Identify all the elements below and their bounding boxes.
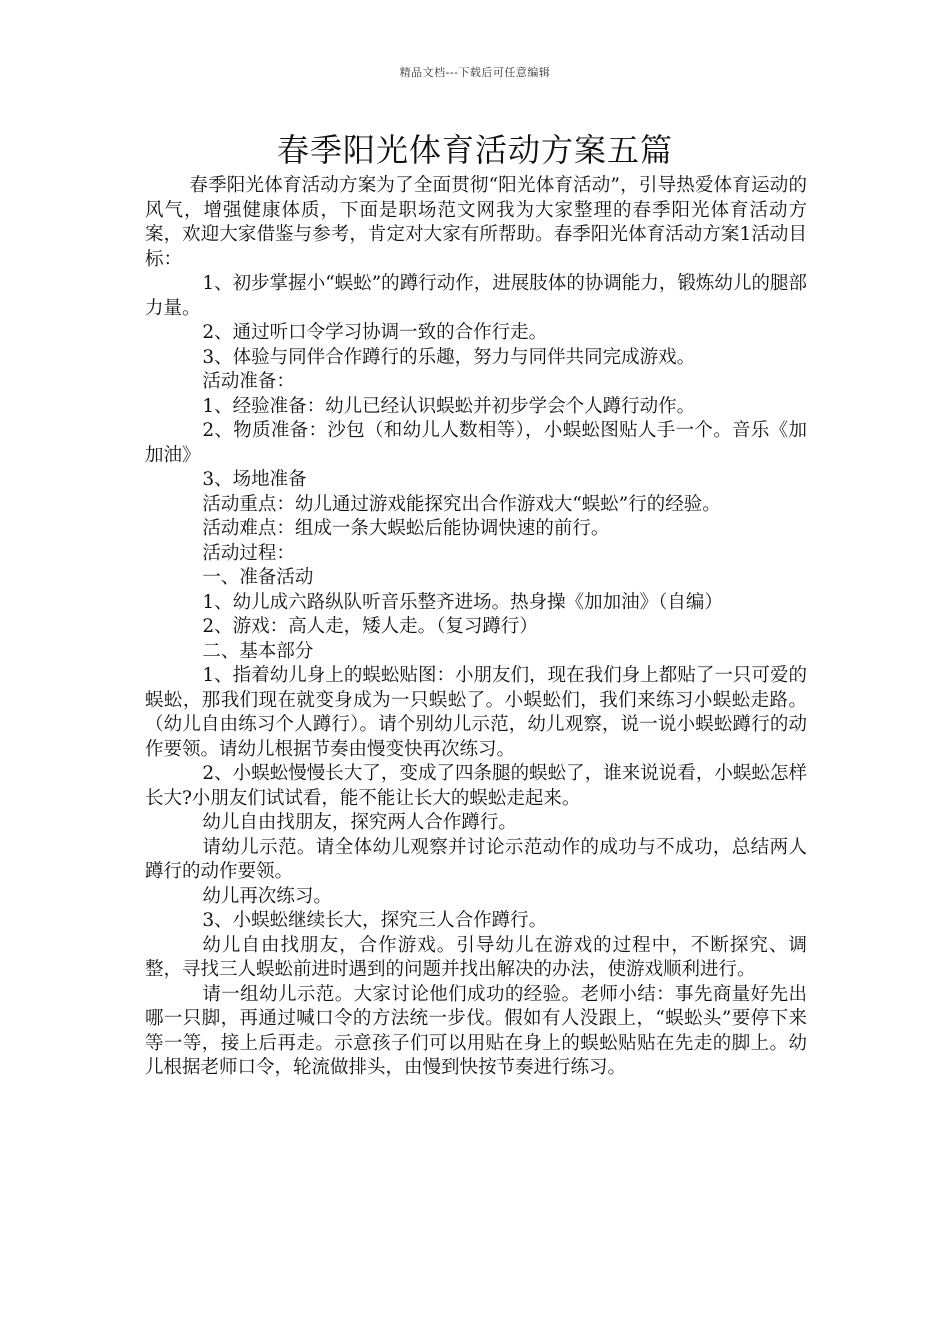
process-2-1: 1、指着幼儿身上的蜈蚣贴图：小朋友们，现在我们身上都贴了一只可爱的蜈蚣，那我们现在就变身成为一只蜈蚣了。小蜈蚣们，我们来练习小蜈蚣走路。（幼儿自由练习个人蹲行）。请个别幼儿示范，幼儿观察，说一说小蜈蚣蹲行的动作要领。请幼儿根据节奏由慢变快再次练习。: [145, 665, 807, 760]
process-2-3-b: 请一组幼儿示范。大家讨论他们成功的经验。老师小结：事先商量好先出哪一只脚，再通过喊口令的方法统一步伐。假如有人没跟上，“蜈蚣头”要停下来等一等，接上后再走。示意孩子们可以用贴在身上的蜈蚣贴贴在先走的脚上。幼儿根据老师口令，轮流做排头，由慢到快按节奏进行练习。: [145, 983, 807, 1078]
goal-2: 2、通过听口令学习协调一致的合作行走。: [202, 322, 548, 343]
difficulty: 活动难点：组成一条大蜈蚣后能协调快速的前行。: [202, 518, 610, 539]
process-2-2-c: 幼儿再次练习。: [202, 885, 332, 907]
goal-1: 1、初步掌握小“蜈蚣”的蹲行动作，进展肢体的协调能力，锻炼幼儿的腿部力量。: [145, 273, 807, 319]
goal-3: 3、体验与同伴合作蹲行的乐趣，努力与同伴共同完成游戏。: [202, 346, 696, 368]
section-heading-preparation: 活动准备：: [202, 371, 295, 392]
process-2-3-a: 幼儿自由找朋友，合作游戏。引导幼儿在游戏的过程中，不断探究、调整，寻找三人蜈蚣前进时遇到的问题并找出解决的办法，使游戏顺利进行。: [145, 934, 807, 980]
document-title: 春季阳光体育活动方案五篇: [276, 131, 673, 169]
document-body: [145, 174, 807, 1081]
process-2-2-b: 请幼儿示范。请全体幼儿观察并讨论示范动作的成功与不成功，总结两人蹲行的动作要领。: [145, 836, 807, 882]
section-heading-process: 活动过程：: [202, 542, 295, 564]
process-part-2-heading: 二、基本部分: [202, 640, 314, 662]
preparation-3: 3、场地准备: [202, 469, 307, 490]
process-2-3: 3、小蜈蚣继续长大，探究三人合作蹲行。: [202, 910, 548, 931]
preparation-2: 2、物质准备：沙包（和幼儿人数相等），小蜈蚣图贴人手一个。音乐《加加油》: [145, 420, 807, 466]
process-part-1-heading: 一、准备活动: [202, 567, 314, 588]
process-1-1: 1、幼儿成六路纵队听音乐整齐进场。热身操《加加油》（自编）: [202, 591, 723, 613]
process-1-2: 2、游戏：高人走，矮人走。（复习蹲行）: [202, 616, 538, 637]
preparation-1: 1、经验准备：幼儿已经认识蜈蚣并初步学会个人蹲行动作。: [202, 395, 696, 417]
key-point: 活动重点：幼儿通过游戏能探究出合作游戏大“蜈蚣”行的经验。: [202, 493, 721, 515]
page-header-watermark: 精品文档---下载后可任意编辑: [399, 66, 551, 79]
intro-paragraph: 春季阳光体育活动方案为了全面贯彻“阳光体育活动”，引导热爱体育运动的风气，增强健康体质，下面是职场范文网我为大家整理的春季阳光体育活动方案，欢迎大家借鉴与参考，肯定对大家有所帮助。春季阳光体育活动方案1活动目标：: [145, 175, 807, 270]
process-2-2: 2、小蜈蚣慢慢长大了，变成了四条腿的蜈蚣了，谁来说说看，小蜈蚣怎样长大?小朋友们试试看，能不能让长大的蜈蚣走起来。: [145, 763, 807, 809]
process-2-2-a: 幼儿自由找朋友，探究两人合作蹲行。: [202, 812, 517, 833]
